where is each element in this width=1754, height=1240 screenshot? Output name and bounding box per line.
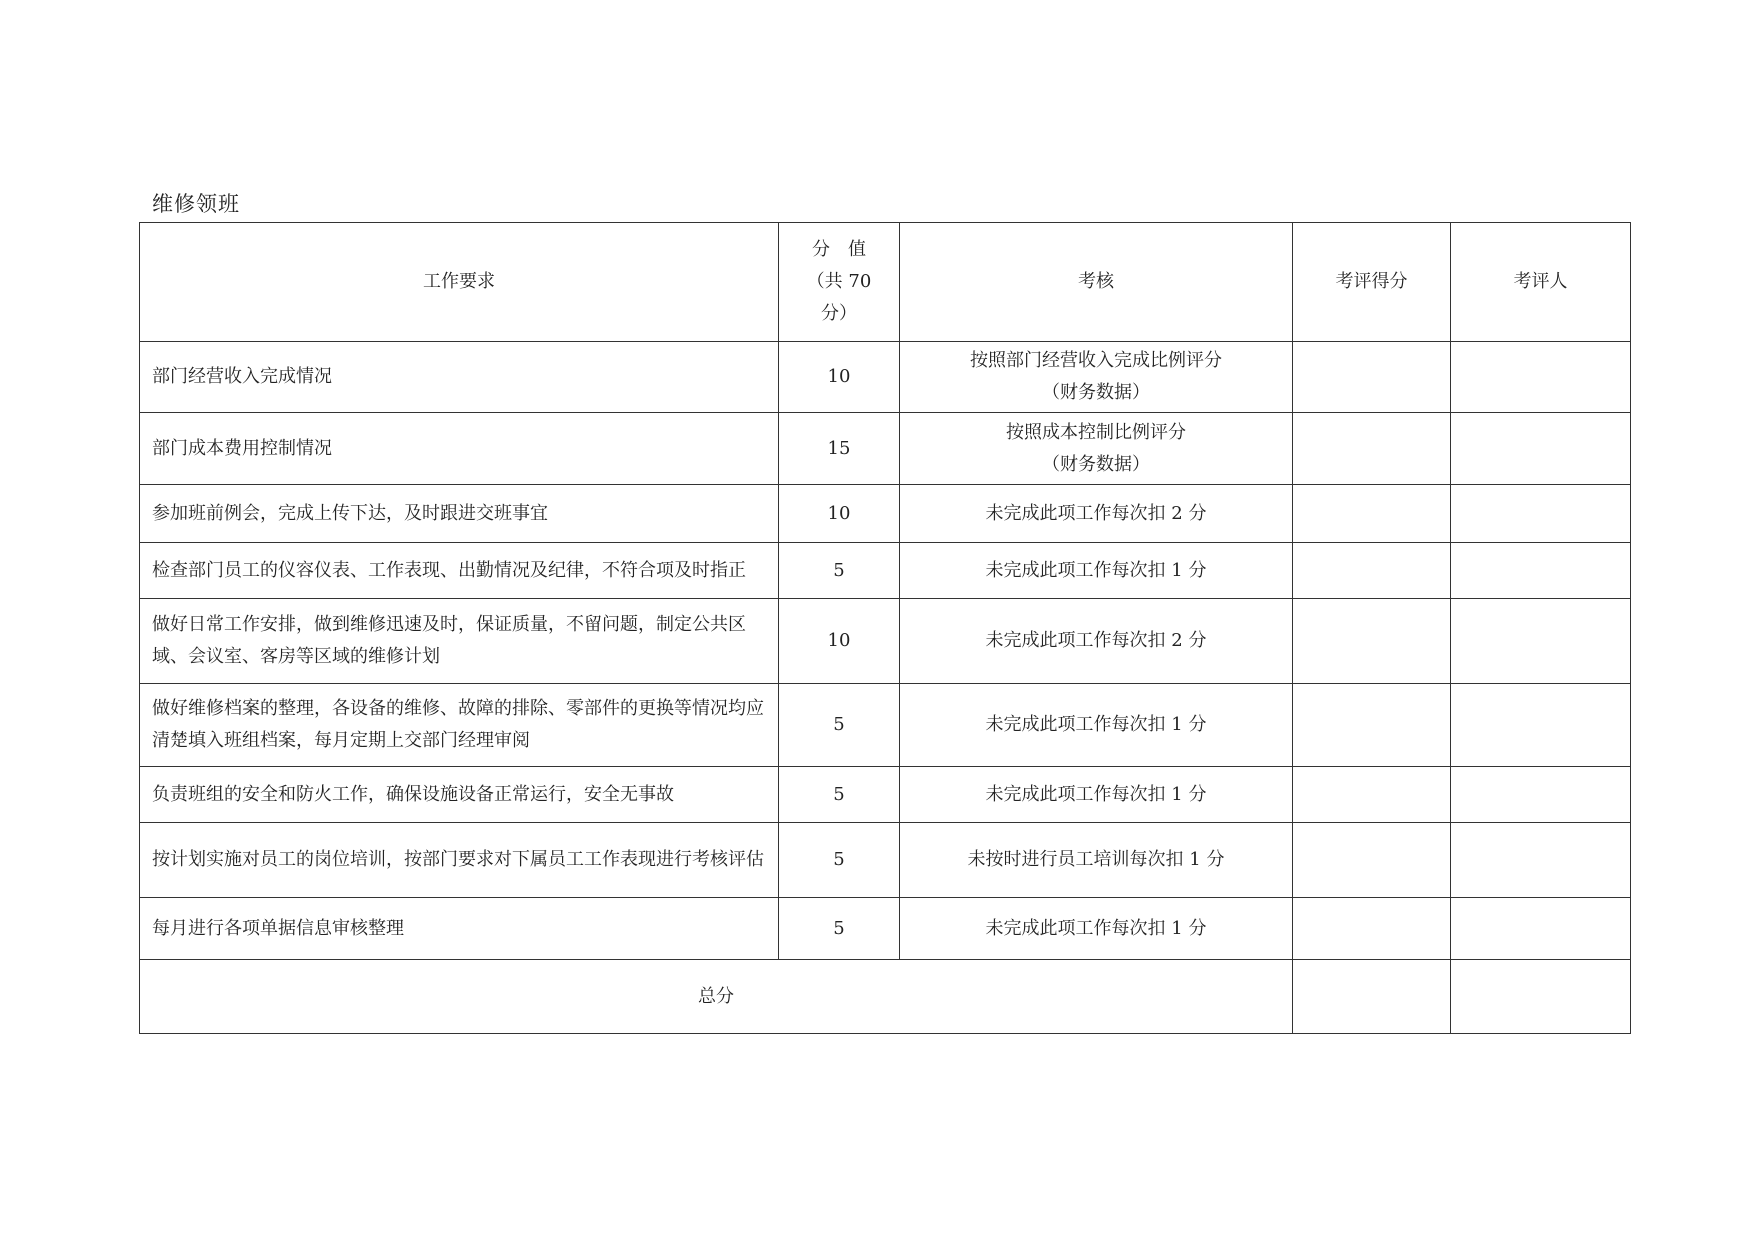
table-row: [140, 684, 1631, 767]
score-cell: 5: [779, 543, 900, 599]
header-assessment: 考核: [900, 223, 1293, 342]
rater-cell[interactable]: [1451, 898, 1631, 960]
assessment-cell: 未完成此项工作每次扣 2 分: [900, 599, 1293, 684]
document-title: 维修领班: [152, 192, 240, 216]
header-score: [779, 223, 900, 342]
requirement-cell: 部门成本费用控制情况: [140, 413, 779, 485]
total-row: [140, 960, 1631, 1034]
result-score-cell[interactable]: [1293, 413, 1451, 485]
score-cell: 15: [779, 413, 900, 485]
result-score-cell[interactable]: [1293, 599, 1451, 684]
result-score-cell[interactable]: [1293, 823, 1451, 898]
score-cell: 10: [779, 599, 900, 684]
rater-cell[interactable]: [1451, 413, 1631, 485]
rater-cell[interactable]: [1451, 485, 1631, 543]
assessment-line1: 按照成本控制比例评分: [1006, 421, 1186, 443]
table-row: [140, 342, 1631, 413]
requirement-cell: 负责班组的安全和防火工作，确保设施设备正常运行，安全无事故: [140, 767, 779, 823]
header-score-line2: （共 70 分）: [806, 271, 872, 324]
result-score-cell[interactable]: [1293, 485, 1451, 543]
rater-cell[interactable]: [1451, 767, 1631, 823]
assessment-cell: 未完成此项工作每次扣 1 分: [900, 684, 1293, 767]
total-rater-cell[interactable]: [1451, 960, 1631, 1034]
table-row: [140, 543, 1631, 599]
assessment-line2: （财务数据）: [1042, 382, 1150, 403]
assessment-cell: 未按时进行员工培训每次扣 1 分: [900, 823, 1293, 898]
rater-cell[interactable]: [1451, 543, 1631, 599]
table-row: [140, 485, 1631, 543]
table-row: [140, 599, 1631, 684]
result-score-cell[interactable]: [1293, 342, 1451, 413]
header-requirement: 工作要求: [140, 223, 779, 342]
assessment-cell: 未完成此项工作每次扣 1 分: [900, 543, 1293, 599]
score-cell: 5: [779, 898, 900, 960]
total-label: 总分: [140, 960, 1293, 1034]
score-cell: 10: [779, 342, 900, 413]
table-row: [140, 767, 1631, 823]
result-score-cell[interactable]: [1293, 684, 1451, 767]
header-score-line1: 分 值: [812, 239, 866, 260]
score-cell: 5: [779, 684, 900, 767]
requirement-cell: 做好维修档案的整理，各设备的维修、故障的排除、零部件的更换等情况均应清楚填入班组档案，每月定期上交部门经理审阅: [140, 684, 779, 767]
requirement-cell: 每月进行各项单据信息审核整理: [140, 898, 779, 960]
rater-cell[interactable]: [1451, 599, 1631, 684]
result-score-cell[interactable]: [1293, 898, 1451, 960]
assessment-line1: 按照部门经营收入完成比例评分: [970, 350, 1222, 371]
assessment-table: [139, 222, 1631, 1034]
rater-cell[interactable]: [1451, 823, 1631, 898]
requirement-cell: 做好日常工作安排，做到维修迅速及时，保证质量，不留问题，制定公共区域、会议室、客房等区域的维修计划: [140, 599, 779, 684]
header-rater: 考评人: [1451, 223, 1631, 342]
table-row: [140, 823, 1631, 898]
table-row: [140, 898, 1631, 960]
score-cell: 10: [779, 485, 900, 543]
assessment-cell: 未完成此项工作每次扣 2 分: [900, 485, 1293, 543]
assessment-line2: （财务数据）: [1042, 453, 1150, 475]
header-row: [140, 223, 1631, 342]
requirement-cell: 参加班前例会，完成上传下达，及时跟进交班事宜: [140, 485, 779, 543]
table-row: [140, 413, 1631, 485]
requirement-cell: 按计划实施对员工的岗位培训，按部门要求对下属员工工作表现进行考核评估: [140, 823, 779, 898]
assessment-cell: [900, 413, 1293, 485]
rater-cell[interactable]: [1451, 684, 1631, 767]
result-score-cell[interactable]: [1293, 543, 1451, 599]
score-cell: 5: [779, 823, 900, 898]
assessment-cell: [900, 342, 1293, 413]
total-result-score-cell[interactable]: [1293, 960, 1451, 1034]
assessment-cell: 未完成此项工作每次扣 1 分: [900, 767, 1293, 823]
requirement-cell: 检查部门员工的仪容仪表、工作表现、出勤情况及纪律，不符合项及时指正: [140, 543, 779, 599]
requirement-cell: 部门经营收入完成情况: [140, 342, 779, 413]
assessment-cell: 未完成此项工作每次扣 1 分: [900, 898, 1293, 960]
result-score-cell[interactable]: [1293, 767, 1451, 823]
header-result-score: 考评得分: [1293, 223, 1451, 342]
rater-cell[interactable]: [1451, 342, 1631, 413]
score-cell: 5: [779, 767, 900, 823]
